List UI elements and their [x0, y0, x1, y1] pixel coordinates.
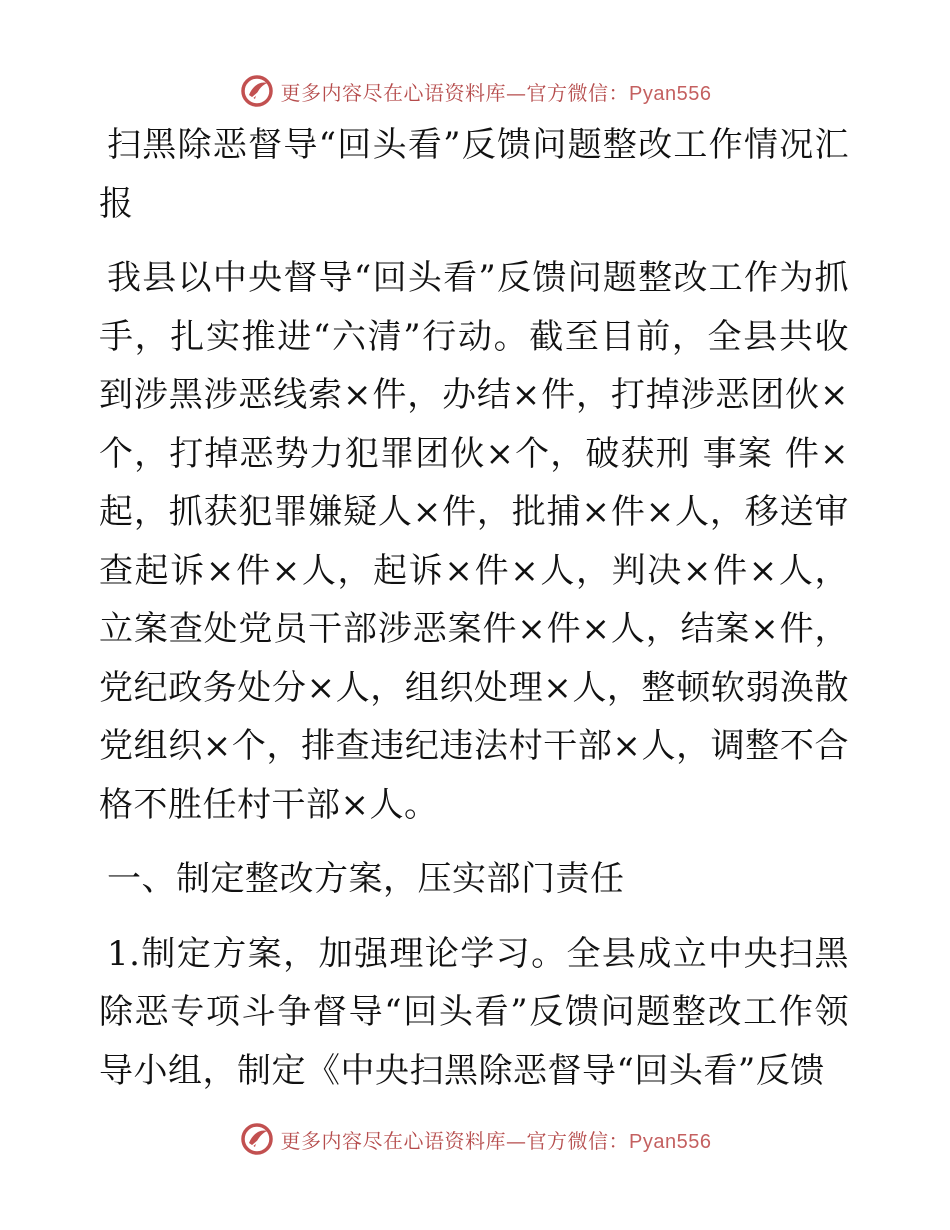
section-heading: 一、制定整改方案，压实部门责任	[107, 859, 625, 899]
brush-stroke-logo-icon	[239, 73, 275, 109]
watermark-account: Pyan556	[629, 1130, 712, 1153]
intro-paragraph: 我县以中央督导“回头看”反馈问题整改工作为抓手，扎实推进“六清”行动。截至目前，全县共收到涉黑涉恶线索×件，办结×件，打掉涉恶团伙×个，打掉恶势力犯罪团伙×个，破获刑 事案 件×起，抓获犯罪嫌疑人×件，批捕×件×人，移送审查起诉×件×人，起诉×件×人，判决×件×人，立案查处党员干部涉恶案件×件×人，结案×件，党纪政务处分×人，组织处理×人，整顿软弱涣散党组织×个，排查违纪违法村干部×人，调整不合格不胜任村干部×人。	[99, 258, 849, 825]
watermark-text: 更多内容尽在心语资料库—官方微信：Pyan556	[280, 80, 712, 105]
document-title: 扫黑除恶督导“回头看”反馈问题整改工作情况汇报	[99, 125, 849, 224]
watermark-header	[0, 71, 950, 111]
brush-stroke-logo-icon	[239, 1121, 275, 1157]
document-body	[99, 116, 849, 1100]
point-paragraph: 1.制定方案，加强理论学习。全县成立中央扫黑除恶专项斗争督导“回头看”反馈问题整改工作领导小组，制定《中央扫黑除恶督导“回头看”反馈	[99, 933, 849, 1091]
watermark-account: Pyan556	[629, 82, 712, 105]
watermark-text: 更多内容尽在心语资料库—官方微信：Pyan556	[280, 1128, 712, 1153]
watermark-footer	[0, 1119, 950, 1159]
